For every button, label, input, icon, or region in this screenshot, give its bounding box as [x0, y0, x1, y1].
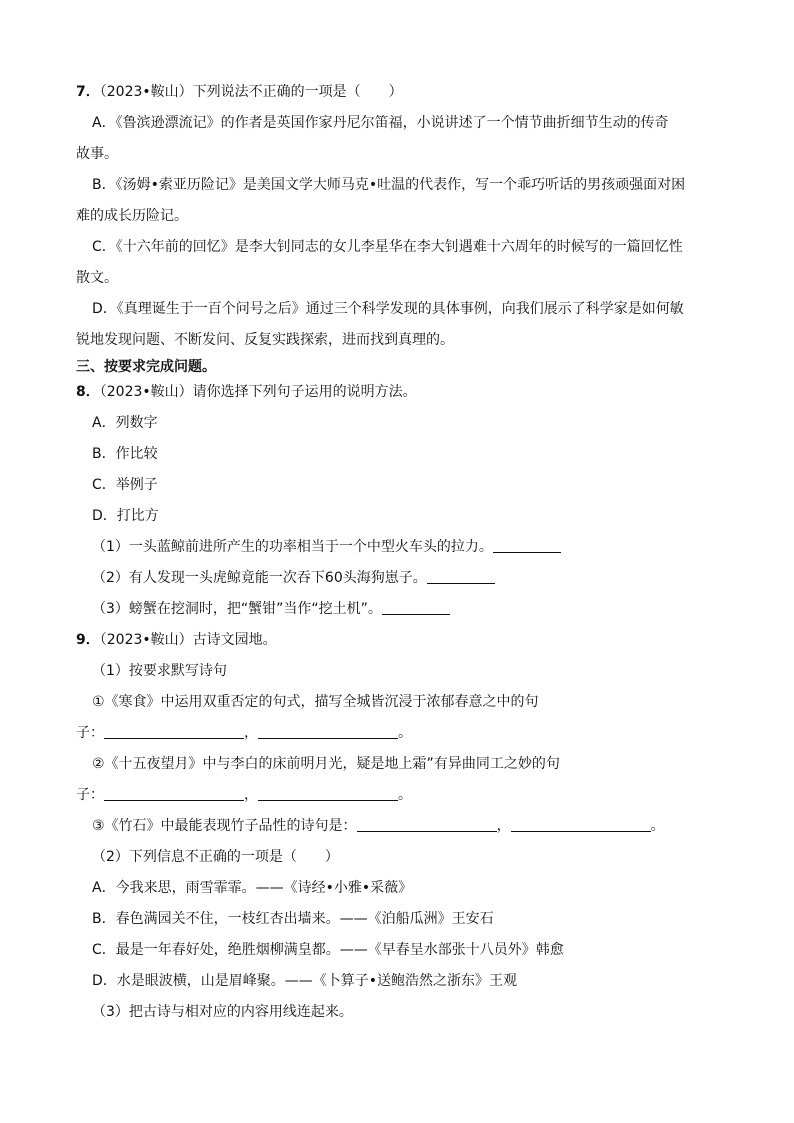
- answer-prefix: 子：: [76, 787, 104, 803]
- period: 。: [398, 787, 412, 803]
- period: 。: [398, 725, 412, 741]
- q9-part1-item1: [92, 692, 539, 712]
- q8-answer-blank-1[interactable]: [493, 537, 561, 553]
- q8-number: 8．: [76, 384, 100, 400]
- q8-sentence-2-text: （2）有人发现一头虎鲸竟能一次吞下60头海狗崽子。: [92, 570, 427, 586]
- q8-stem-text: （2023•鞍山）请你选择下列句子运用的说明方法。: [99, 384, 417, 400]
- q8-option-c[interactable]: C．举例子: [92, 477, 158, 493]
- period: 。: [650, 818, 665, 834]
- poem-blank-2b[interactable]: [258, 785, 398, 801]
- q9-part2-title: （2）下列信息不正确的一项是（ ）: [92, 849, 339, 865]
- q9-part1-item2: [92, 754, 560, 774]
- q9-number: 9．: [76, 632, 100, 648]
- q8-answer-blank-2[interactable]: [427, 568, 495, 584]
- q7-option-b-line1[interactable]: B．《汤姆•索亚历险记》是美国文学大师马克•吐温的代表作，写一个乖巧听话的男孩顽强面对困: [92, 177, 686, 193]
- answer-prefix: 子：: [76, 725, 104, 741]
- comma: ，: [244, 787, 258, 803]
- poem-blank-1a[interactable]: [104, 723, 244, 739]
- comma: ，: [244, 725, 258, 741]
- q9-part2-option-b[interactable]: B．春色满园关不住，一枝红杏出墙来。——《泊船瓜洲》王安石: [92, 911, 494, 927]
- q7-option-a-line1[interactable]: A．《鲁滨逊漂流记》的作者是英国作家丹尼尔笛福，小说讲述了一个情节曲折细节生动的传奇: [92, 115, 669, 131]
- poem-blank-3a[interactable]: [357, 816, 497, 832]
- q7-option-a-line2: 故事。: [76, 146, 118, 162]
- circled-number-3: ③: [92, 818, 105, 834]
- q9-part2-option-d[interactable]: D．水是眼波横，山是眉峰聚。——《卜算子•送鲍浩然之浙东》王观: [92, 973, 518, 989]
- q8-option-b[interactable]: B．作比较: [92, 446, 158, 462]
- poem-blank-1b[interactable]: [258, 723, 398, 739]
- poem-blank-2a[interactable]: [104, 785, 244, 801]
- q8-option-a[interactable]: A．列数字: [92, 415, 158, 431]
- q7-option-d-line2: 锐地发现问题、不断发问、反复实践探索，进而找到真理的。: [76, 332, 454, 348]
- q9-part1-item3: [92, 816, 665, 836]
- q8-sentence-3-text: （3）螃蟹在挖洞时，把“蟹钳”当作“挖土机”。: [92, 601, 382, 617]
- comma: ，: [496, 818, 511, 834]
- q9-part1-item2-answer: [76, 785, 412, 805]
- q9-stem-text: （2023•鞍山）古诗文园地。: [99, 632, 277, 648]
- q8-sentence-1: [92, 537, 561, 557]
- q8-option-d[interactable]: D．打比方: [92, 508, 159, 524]
- q7-option-d-line1[interactable]: D．《真理诞生于一百个问号之后》通过三个科学发现的具体事例，向我们展示了科学家是如何敏: [92, 301, 684, 317]
- q7-number: 7．: [76, 84, 100, 100]
- section-heading: 三、按要求完成问题。: [76, 359, 216, 375]
- q9-part1-item3-text: 《竹石》中最能表现竹子品性的诗句是：: [104, 818, 357, 834]
- q8-sentence-2: [92, 568, 495, 588]
- q9-part3-title: （3）把古诗与相对应的内容用线连起来。: [92, 1004, 353, 1020]
- circled-number-2: ②: [92, 756, 105, 772]
- q7-option-c-line2: 散文。: [76, 270, 118, 286]
- q7-stem-text: （2023•鞍山）下列说法不正确的一项是（ ）: [99, 84, 403, 100]
- q7-stem: [76, 82, 403, 102]
- q8-answer-blank-3[interactable]: [382, 599, 450, 615]
- q7-option-b-line2: 难的成长历险记。: [76, 208, 188, 224]
- q8-stem: [76, 382, 417, 402]
- poem-blank-3b[interactable]: [511, 816, 651, 832]
- q9-part1-item1-answer: [76, 723, 412, 743]
- q8-sentence-3: [92, 599, 450, 619]
- q7-option-c-line1[interactable]: C．《十六年前的回忆》是李大钊同志的女儿李星华在李大钊遇难十六周年的时候写的一篇回忆性: [92, 239, 683, 255]
- circled-number-1: ①: [92, 694, 105, 710]
- q9-part2-option-c[interactable]: C．最是一年春好处，绝胜烟柳满皇都。——《早春呈水部张十八员外》韩愈: [92, 942, 564, 958]
- q9-stem: [76, 630, 277, 650]
- q9-part1-item1-text: 《寒食》中运用双重否定的句式，描写全城皆沉浸于浓郁春意之中的句: [104, 694, 539, 710]
- q9-part2-option-a[interactable]: A．今我来思，雨雪霏霏。——《诗经•小雅•采薇》: [92, 880, 413, 896]
- q8-sentence-1-text: （1）一头蓝鲸前进所产生的功率相当于一个中型火车头的拉力。: [92, 539, 493, 555]
- q9-part1-title: （1）按要求默写诗句: [92, 663, 227, 679]
- q9-part1-item2-text: 《十五夜望月》中与李白的床前明月光，疑是地上霜”有异曲同工之妙的句: [104, 756, 560, 772]
